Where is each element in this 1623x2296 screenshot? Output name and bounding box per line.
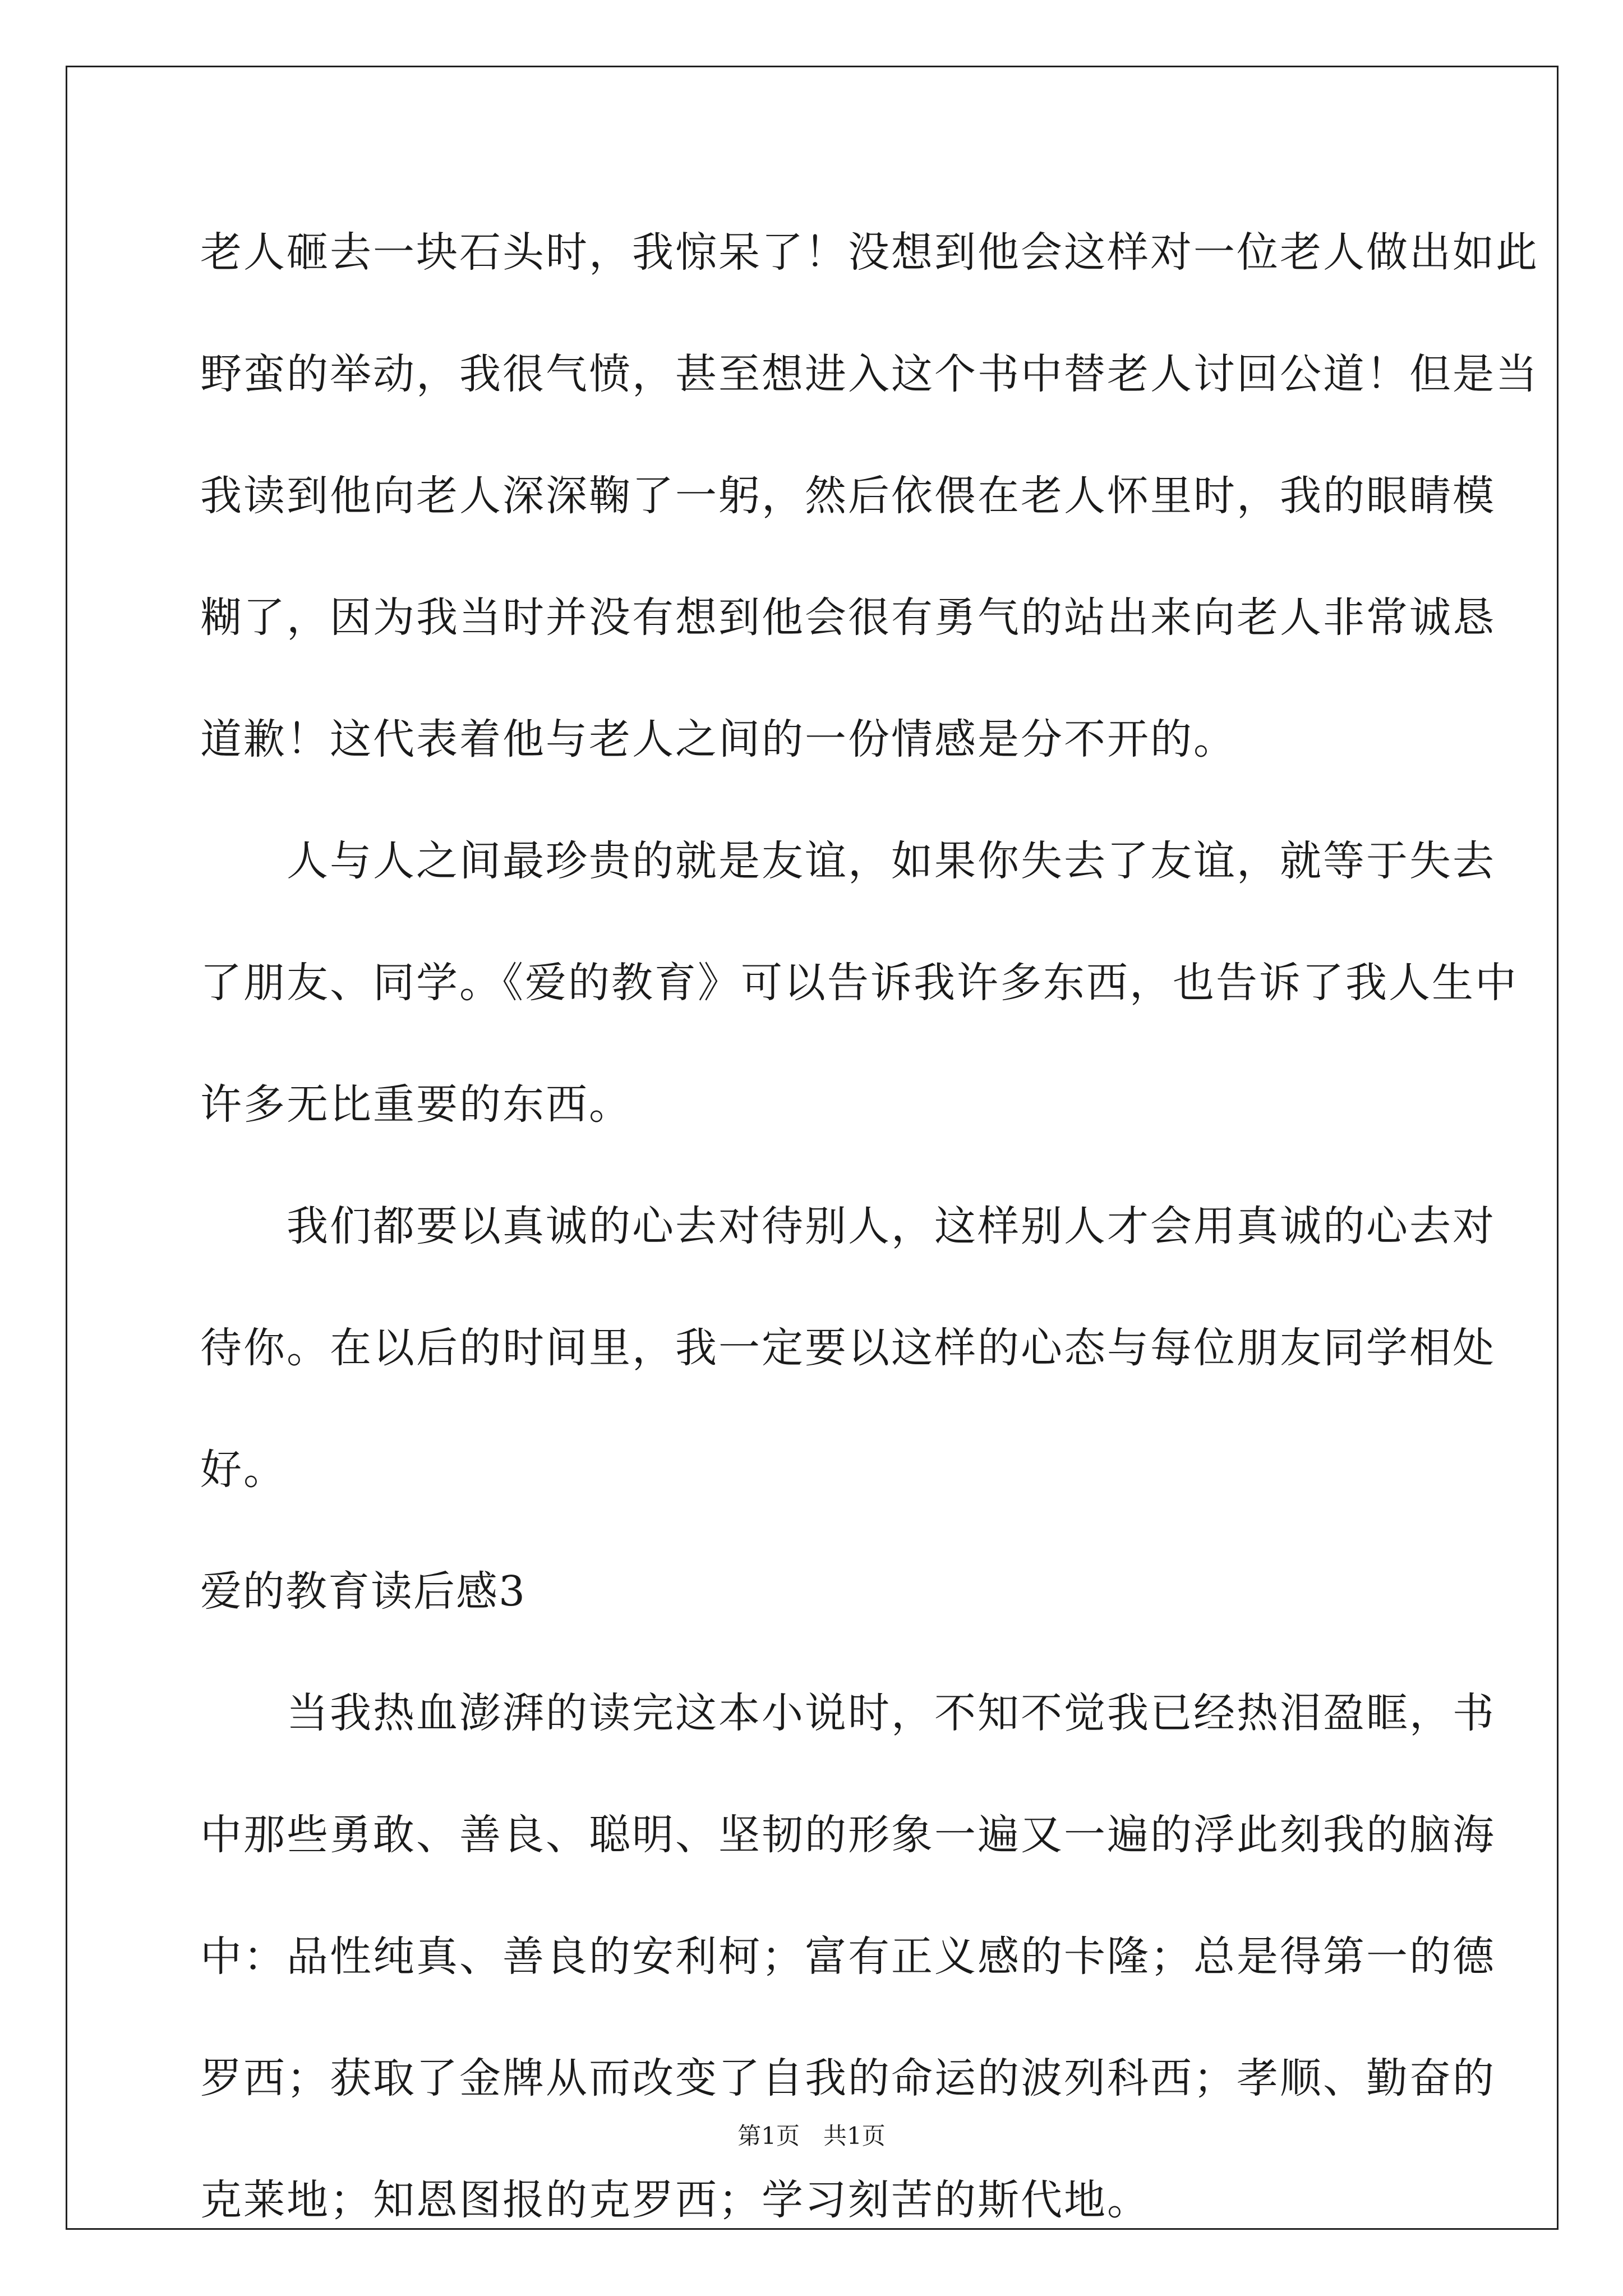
text-line: 罗西；获取了金牌从而改变了自我的命运的波列科西；孝顺、勤奋的 [200, 2054, 1496, 2102]
text-line: 人与人之间最珍贵的就是友谊，如果你失去了友谊，就等于失去 [200, 837, 1496, 885]
text-line: 中：品性纯真、善良的安利柯；富有正义感的卡隆；总是得第一的德 [200, 1932, 1496, 1981]
page-footer: 第1页 共1页 [737, 2122, 886, 2150]
text-line: 中那些勇敢、善良、聪明、坚韧的形象一遍又一遍的浮此刻我的脑海 [200, 1811, 1496, 1859]
text-line: 糊了，因为我当时并没有想到他会很有勇气的站出来向老人非常诚恳 [200, 593, 1496, 642]
document-body [200, 192, 1539, 2261]
text-line: 了朋友、同学。《爱的教育》可以告诉我许多东西，也告诉了我人生中 [200, 959, 1518, 1007]
text-line: 克莱地；知恩图报的克罗西；学习刻苦的斯代地。 [200, 2176, 1150, 2224]
text-line: 老人砸去一块石头时，我惊呆了！没想到他会这样对一位老人做出如此 [200, 228, 1539, 277]
text-line: 许多无比重要的东西。 [200, 1080, 632, 1129]
text-line: 道歉！这代表着他与老人之间的一份情感是分不开的。 [200, 715, 1237, 763]
text-line: 野蛮的举动，我很气愤，甚至想进入这个书中替老人讨回公道！但是当 [200, 350, 1539, 398]
text-line: 我们都要以真诚的心去对待别人，这样别人才会用真诚的心去对 [200, 1202, 1496, 1250]
text-line: 待你。在以后的时间里，我一定要以这样的心态与每位朋友同学相处 [200, 1324, 1496, 1372]
section-heading: 爱的教育读后感3 [200, 1567, 527, 1616]
text-line: 我读到他向老人深深鞠了一躬，然后依偎在老人怀里时，我的眼睛模 [200, 472, 1496, 520]
text-line: 好。 [200, 1446, 287, 1494]
text-line: 当我热血澎湃的读完这本小说时，不知不觉我已经热泪盈眶，书 [200, 1689, 1496, 1737]
